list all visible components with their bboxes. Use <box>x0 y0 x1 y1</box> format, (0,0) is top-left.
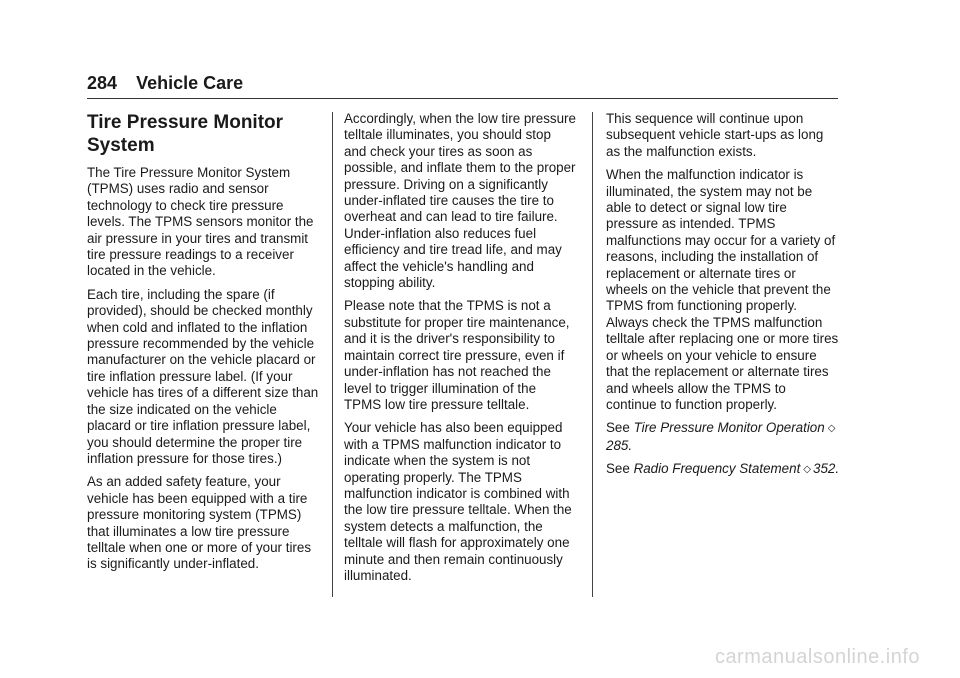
page-reference-icon: ◇ <box>827 423 836 435</box>
xref-page-number[interactable]: 285. <box>606 437 633 453</box>
column-divider <box>332 112 333 597</box>
xref-link-tire-pressure-monitor-operation[interactable]: Tire Pressure Monitor Operation <box>633 420 825 436</box>
section-title: Tire Pressure Monitor System <box>87 112 284 156</box>
cross-reference[interactable]: See Tire Pressure Monitor Operation ◇285. <box>606 420 836 453</box>
page-reference-icon: ◇ <box>803 464 811 476</box>
column-3 <box>606 111 840 486</box>
cross-reference[interactable]: See Radio Frequency Statement ◇ 352. <box>606 461 840 478</box>
page-number: 284 <box>87 73 118 93</box>
page-header <box>87 72 243 94</box>
paragraph: Please note that the TPMS is not a substitute for proper tire maintenance, and it is the driver's responsibility to maintain correct tire pressure, even if under-inflation has not reached the level to trigger illumination of the TPMS low tire pressure telltale. <box>344 298 570 412</box>
paragraph: Your vehicle has also been equipped with a TPMS malfunction indicator to indicate when the system is not operating properly. The TPMS malfunction indicator is combined with the low tire pressure telltale. When the system detects a malfunction, the telltale will flash for approximately one minute and then remain continuously illuminated. <box>344 420 572 583</box>
paragraph: The Tire Pressure Monitor System (TPMS) uses radio and sensor technology to check tire pressure levels. The TPMS sensors monitor the air pressure in your tires and transmit tire pressure readings to a receiver located in the vehicle. <box>87 165 314 279</box>
watermark: carmanualsonline.info <box>714 646 920 668</box>
paragraph: When the malfunction indicator is illuminated, the system may not be able to detect or signal low tire pressure as intended. TPMS malfunctions may occur for a variety of reasons, including the installation of replacement or alternate tires or wheels on the vehicle that prevent the TPMS from functioning properly. Always check the TPMS malfunction telltale after replacing one or more tires or wheels on your vehicle to ensure that the replacement or alternate tires and wheels allow the TPMS to continue to function properly. <box>606 167 839 412</box>
paragraph: As an added safety feature, your vehicle has been equipped with a tire pressure monitoring system (TPMS) that illuminates a low tire pressure telltale when one or more of your tires is significantly under-inflated. <box>87 474 312 572</box>
section-name: Vehicle Care <box>136 73 244 93</box>
column-divider <box>592 112 593 597</box>
paragraph: Each tire, including the spare (if provided), should be checked monthly when cold and inflated to the inflation pressure recommended by the vehicle manufacturer on the vehicle placard or tire inflation pressure label. (If your vehicle has tires of a different size than the size indicated on the vehicle placard or tire inflation pressure label, you should determine the proper tire inflation pressure for those tires.) <box>87 286 319 466</box>
paragraph: Accordingly, when the low tire pressure telltale illuminates, you should stop and check your tires as soon as possible, and inflate them to the proper pressure. Driving on a significantly under-inflated tire causes the tire to overheat and can lead to tire failure. Under-inflation also reduces fuel efficiency and tire tread life, and may affect the vehicle's handling and stopping ability. <box>344 111 576 291</box>
paragraph: This sequence will continue upon subsequent vehicle start-ups as long as the malfunction exists. <box>606 111 824 159</box>
xref-page-number[interactable]: 352. <box>813 461 840 477</box>
column-1 <box>87 111 319 580</box>
column-2 <box>344 111 576 591</box>
header-rule <box>87 98 838 99</box>
xref-link-radio-frequency-statement[interactable]: Radio Frequency Statement <box>633 461 801 477</box>
